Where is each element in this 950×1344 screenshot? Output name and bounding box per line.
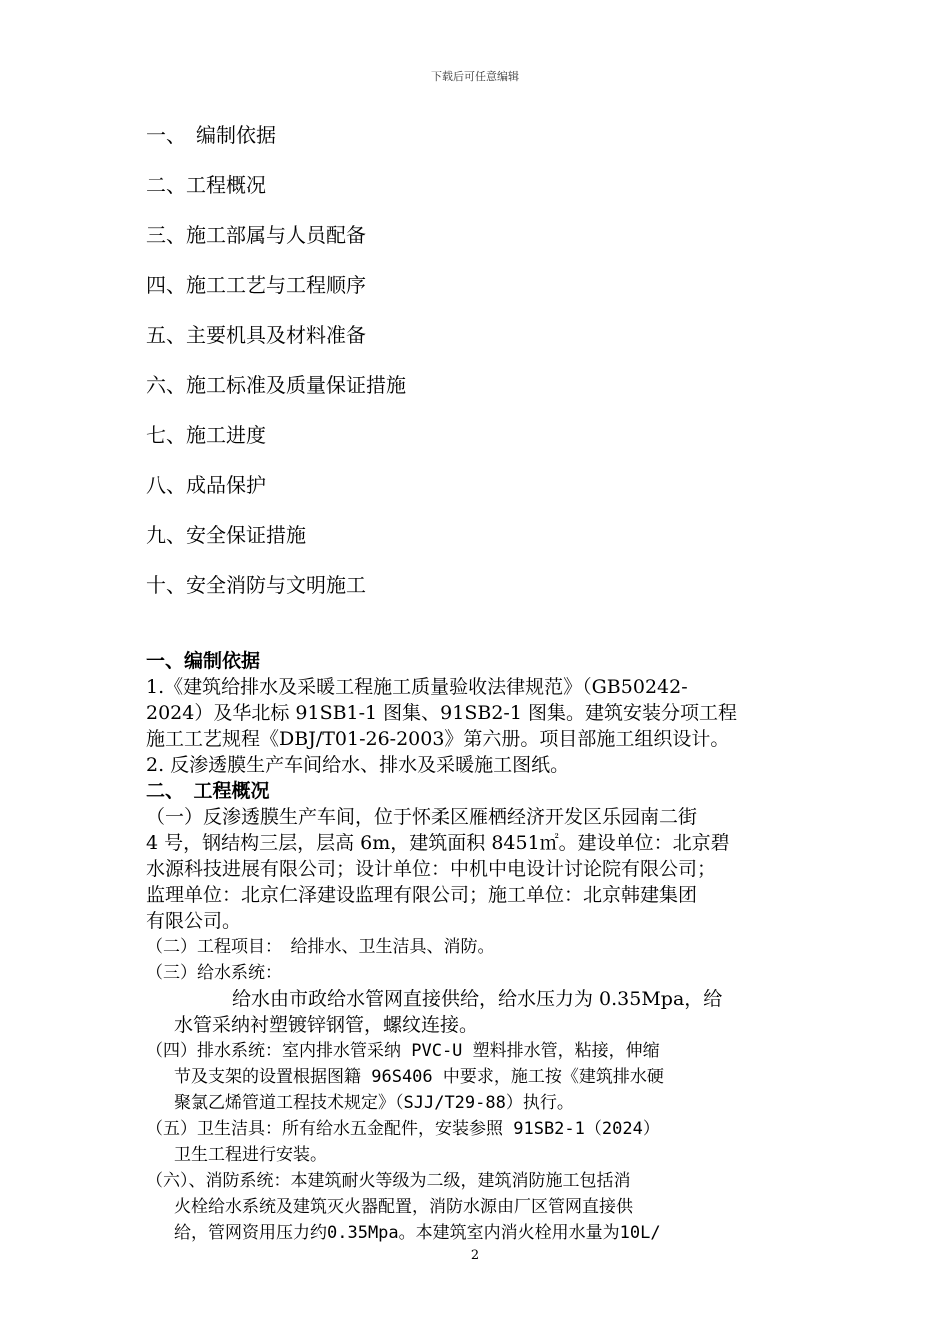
paragraph [146,804,818,934]
document-body [146,648,818,1246]
paragraph [146,1038,818,1116]
paragraph [146,674,818,752]
text-line: 监理单位：北京仁泽建设监理有限公司；施工单位：北京韩建集团 [146,884,698,906]
text-line: 火栓给水系统及建筑灭火器配置，消防水源由厂区管网直接供 [174,1197,633,1217]
text-line: 卫生工程进行安装。 [174,1145,327,1165]
toc-item: 三、施工部属与人员配备 [146,223,366,247]
page-number: 2 [470,1248,480,1263]
text-line: 节及支架的设置根据图籍 96S406 中要求，施工按《建筑排水硬 [174,1067,664,1087]
toc-item: 十、安全消防与文明施工 [146,573,366,597]
table-of-contents [146,120,406,620]
page-header-note: 下载后可任意编辑 [431,70,519,83]
text-line: 水源科技进展有限公司；设计单位：中机中电设计讨论院有限公司； [146,858,717,880]
text-line: 4 号，钢结构三层，层高 6m，建筑面积 8451㎡。建设单位：北京碧 [146,832,730,854]
paragraph [146,1168,818,1246]
text-line: （五）卫生洁具：所有给水五金配件，安装参照 91SB2-1（2024） [146,1119,660,1139]
section-heading: 一、编制依据 [146,650,261,672]
section-heading: 二、 工程概况 [146,780,270,802]
text-line: （六）、消防系统：本建筑耐火等级为二级，建筑消防施工包括消 [146,1171,631,1191]
text-line: 给，管网资用压力约0.35Mpa。本建筑室内消火栓用水量为10L/ [174,1223,661,1243]
text-line: 有限公司。 [146,910,242,932]
toc-item: 六、施工标准及质量保证措施 [146,373,406,397]
toc-item: 一、 编制依据 [146,123,276,147]
text-line: 1.《建筑给排水及采暖工程施工质量验收法律规范》（GB50242- [146,676,688,698]
text-line: 2024）及华北标 91SB1-1 图集、91SB2-1 图集。建筑安装分项工程 [146,702,737,724]
text-line: 聚氯乙烯管道工程技术规定》（SJJ/T29-88）执行。 [174,1093,574,1113]
toc-item: 九、安全保证措施 [146,523,306,547]
toc-item: 七、施工进度 [146,423,266,447]
text-line: （四）排水系统：室内排水管采纳 PVC-U 塑料排水管，粘接，伸缩 [146,1041,660,1061]
toc-item: 四、施工工艺与工程顺序 [146,273,366,297]
toc-item: 五、主要机具及材料准备 [146,323,366,347]
toc-item: 二、工程概况 [146,173,266,197]
toc-item: 八、成品保护 [146,473,266,497]
text-line: 给水由市政给水管网直接供给，给水压力为 0.35Mpa，给 [232,988,723,1010]
paragraph: （二）工程项目： 给排水、卫生洁具、消防。 [146,937,495,957]
paragraph: 2. 反渗透膜生产车间给水、排水及采暖施工图纸。 [146,754,570,776]
paragraph: （三）给水系统： [146,963,282,983]
text-line: 施工工艺规程《DBJ/T01-26-2003》第六册。项目部施工组织设计。 [146,728,730,750]
paragraph [146,986,818,1038]
text-line: 水管采纳衬塑镀锌钢管，螺纹连接。 [174,1014,479,1036]
paragraph [146,1116,818,1168]
text-line: （一）反渗透膜生产车间，位于怀柔区雁栖经济开发区乐园南二街 [146,806,698,828]
